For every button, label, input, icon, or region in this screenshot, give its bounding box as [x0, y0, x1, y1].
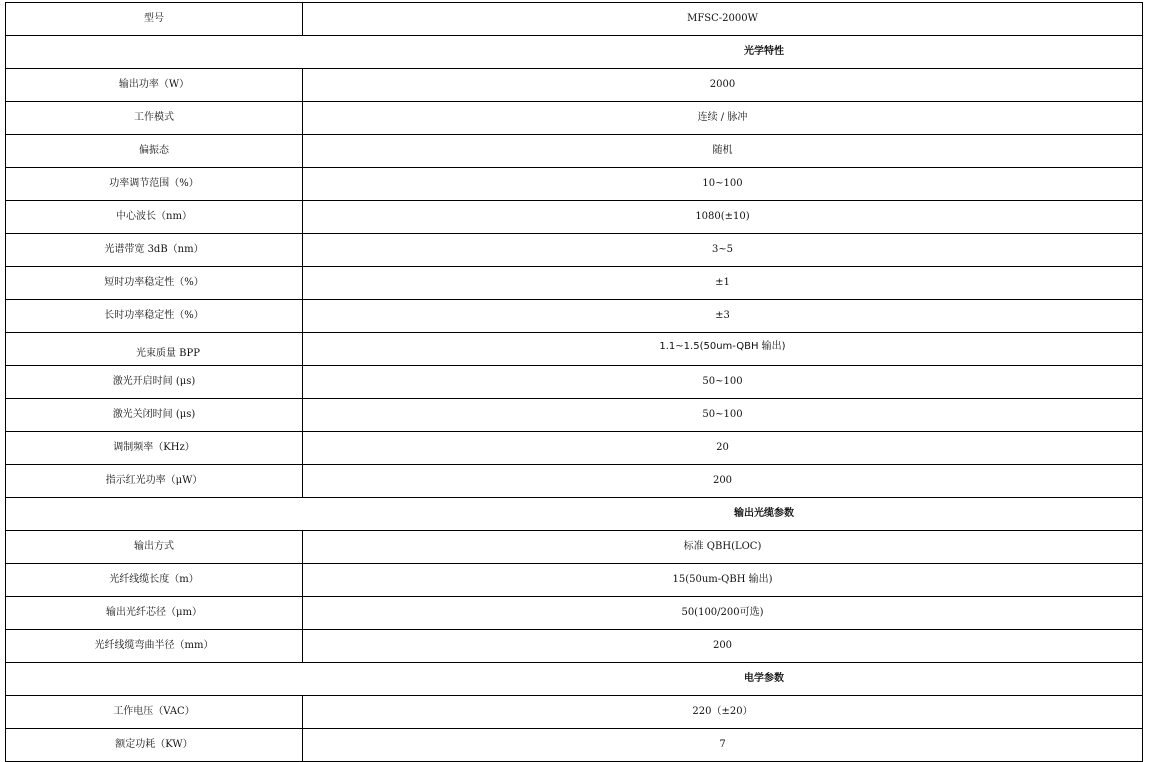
spec-label: 光纤线缆弯曲半径（mm） — [6, 630, 303, 663]
spec-value: 15(50um-QBH 输出) — [303, 564, 1143, 597]
spec-label: 光束质量 BPP — [136, 348, 200, 359]
table-row — [6, 432, 1143, 465]
table-row — [6, 102, 1143, 135]
table-row — [6, 597, 1143, 630]
spec-value: ±3 — [303, 300, 1143, 333]
spec-label: 光纤线缆长度（m） — [6, 564, 303, 597]
table-row — [6, 168, 1143, 201]
table-row — [6, 630, 1143, 663]
spec-label: 工作模式 — [6, 102, 303, 135]
table-row — [6, 696, 1143, 729]
spec-label: 激光开启时间 (μs) — [6, 366, 303, 399]
table-row-model — [6, 3, 1143, 36]
spec-value: 1080(±10) — [303, 201, 1143, 234]
table-row — [6, 267, 1143, 300]
spec-value: 随机 — [303, 135, 1143, 168]
spec-value: 200 — [303, 630, 1143, 663]
spec-value: 50~100 — [303, 399, 1143, 432]
spec-label: 额定功耗（KW） — [6, 729, 303, 762]
table-row — [6, 69, 1143, 102]
spec-label: 输出功率（W） — [6, 69, 303, 102]
spec-label: 输出光纤芯径（μm） — [6, 597, 303, 630]
spec-label: 中心波长（nm） — [6, 201, 303, 234]
spec-label: 长时功率稳定性（%） — [6, 300, 303, 333]
spec-label: 偏振态 — [6, 135, 303, 168]
table-row — [6, 399, 1143, 432]
table-row — [6, 135, 1143, 168]
model-label: 型号 — [6, 3, 303, 36]
section-header-electrical — [6, 663, 1143, 696]
spec-value: 1.1~1.5(50um-QBH 输出) — [659, 341, 786, 352]
spec-label: 输出方式 — [6, 531, 303, 564]
spec-value: 标准 QBH(LOC) — [303, 531, 1143, 564]
spec-label: 调制频率（KHz） — [6, 432, 303, 465]
spec-value: 50(100/200可选) — [303, 597, 1143, 630]
section-header-optical — [6, 36, 1143, 69]
table-row — [6, 333, 1143, 366]
table-row — [6, 564, 1143, 597]
section-title: 输出光缆参数 — [734, 508, 794, 519]
spec-value: 200 — [303, 465, 1143, 498]
table-row — [6, 366, 1143, 399]
spec-value: 3~5 — [303, 234, 1143, 267]
table-row — [6, 234, 1143, 267]
spec-value: 连续 / 脉冲 — [303, 102, 1143, 135]
spec-table — [5, 2, 1143, 762]
spec-value: ±1 — [303, 267, 1143, 300]
spec-value: 7 — [303, 729, 1143, 762]
section-title: 电学参数 — [744, 673, 784, 684]
spec-value: 20 — [303, 432, 1143, 465]
table-row — [6, 729, 1143, 762]
spec-label: 光谱带宽 3dB（nm） — [6, 234, 303, 267]
section-header-cable — [6, 498, 1143, 531]
table-row — [6, 465, 1143, 498]
table-row — [6, 300, 1143, 333]
table-row — [6, 201, 1143, 234]
spec-value: 10~100 — [303, 168, 1143, 201]
model-value: MFSC-2000W — [303, 3, 1143, 36]
spec-value: 220（±20） — [303, 696, 1143, 729]
spec-label: 工作电压（VAC） — [6, 696, 303, 729]
spec-label: 功率调节范围（%） — [6, 168, 303, 201]
table-row — [6, 531, 1143, 564]
section-title: 光学特性 — [744, 46, 784, 57]
spec-label: 短时功率稳定性（%） — [6, 267, 303, 300]
spec-value: 50~100 — [303, 366, 1143, 399]
spec-label: 指示红光功率（μW） — [6, 465, 303, 498]
spec-value: 2000 — [303, 69, 1143, 102]
spec-label: 激光关闭时间 (μs) — [6, 399, 303, 432]
